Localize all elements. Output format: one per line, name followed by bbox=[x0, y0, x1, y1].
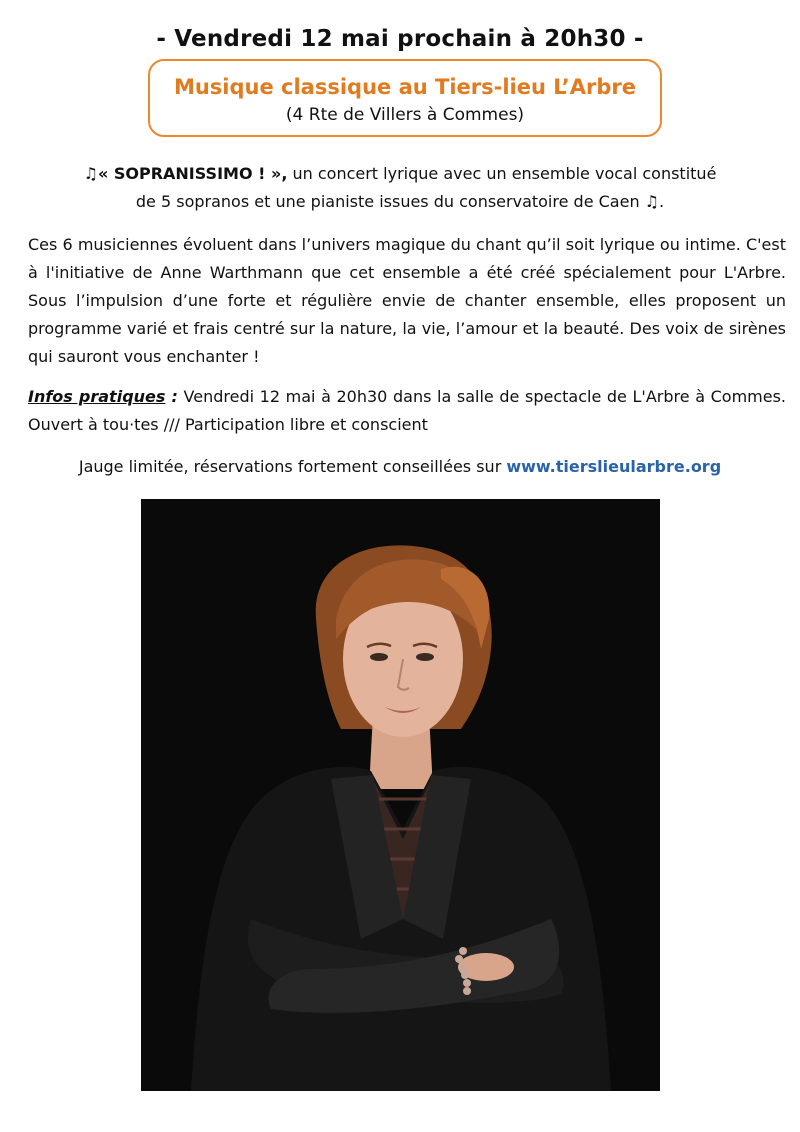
concert-name: « SOPRANISSIMO ! », bbox=[97, 164, 288, 183]
singer-portrait-photo bbox=[141, 499, 660, 1091]
reservation-line bbox=[0, 455, 800, 479]
intro-period: . bbox=[659, 192, 665, 211]
event-date-headline: - Vendredi 12 mai prochain à 20h30 - bbox=[156, 26, 644, 52]
music-note-icon: ♫ bbox=[83, 164, 98, 183]
intro-line-1: un concert lyrique avec un ensemble vocal constitué bbox=[287, 164, 717, 183]
event-title-box bbox=[148, 59, 662, 137]
music-note-icon: ♫ bbox=[644, 192, 660, 211]
reservation-text: Jauge limitée, réservations fortement conseillées sur bbox=[78, 457, 507, 476]
website-link[interactable]: www.tierslieularbre.org bbox=[506, 457, 722, 476]
intro-line-2: de 5 sopranos et une pianiste issues du conservatoire de Caen bbox=[135, 192, 645, 211]
practical-info bbox=[28, 383, 786, 439]
portrait-illustration bbox=[141, 499, 660, 1091]
description-paragraph: Ces 6 musiciennes évoluent dans l’univers magique du chant qu’il soit lyrique ou intime. C'est à l'initiative de Anne Warthmann que cet ensemble a été créé spécialement pour L'Arbre. Sous l’impulsion d’une forte et régulière envie de chanter ensemble, elles proposent un programme varié et frais centré sur la nature, la vie, l’amour et la beauté. Des voix de sirènes qui sauront vous enchanter ! bbox=[28, 235, 786, 366]
practical-info-label: Infos pratiques bbox=[28, 387, 166, 406]
concert-intro bbox=[40, 160, 760, 216]
event-address: (4 Rte de Villers à Commes) bbox=[285, 105, 525, 125]
practical-info-colon: : bbox=[165, 387, 178, 406]
event-title: Musique classique au Tiers-lieu L’Arbre bbox=[173, 75, 637, 99]
practical-info-text: Vendredi 12 mai à 20h30 dans la salle de spectacle de L'Arbre à Commes. Ouvert à tou·tes /// Participation libre et conscient bbox=[28, 387, 787, 434]
